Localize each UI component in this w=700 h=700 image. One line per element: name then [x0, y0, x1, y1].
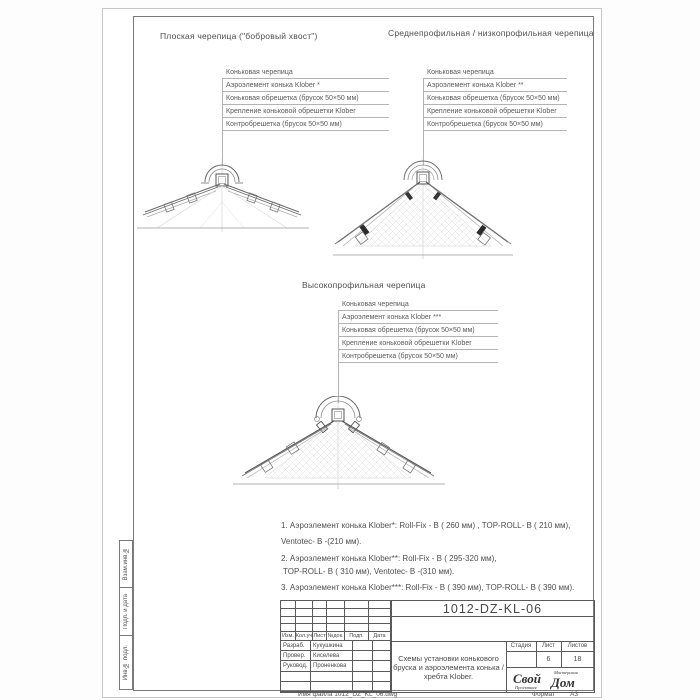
staff-role: Разраб.	[281, 641, 311, 651]
logo-small-masterskaya: Мастерская	[554, 670, 578, 675]
side-box-inv	[119, 635, 133, 690]
note-line-3: 2. Аэроэлемент конька Klober**: Roll-Fix - B ( 295-320 мм),	[281, 554, 497, 563]
leader-line-flat	[222, 79, 223, 166]
revision-table	[281, 601, 391, 632]
rev-col-ndok: №док.	[327, 633, 344, 639]
callout-label: Крепление коньковой обрешетки Klober	[222, 105, 389, 118]
ridge-drawing-flat-tile	[137, 158, 309, 233]
callout-label: Контробрешетка (брусок 50×50 мм)	[423, 118, 567, 131]
callout-label: Коньковая обрешетка (брусок 50×50 мм)	[222, 92, 389, 105]
callout-label: Аэроэлемент конька Klober ***	[338, 311, 498, 324]
callout-label: Коньковая обрешетка (брусок 50×50 мм)	[423, 92, 567, 105]
callout-list-mid	[423, 66, 567, 131]
side-box-label: Взам.инв.№	[123, 547, 129, 581]
side-box-label: Инв.№ подл.	[123, 644, 129, 681]
gost-side-strip	[119, 540, 133, 691]
sheet-header: Лист	[541, 643, 556, 649]
section-title-flat-tile: Плоская черепица ("бобровый хвост")	[160, 31, 318, 41]
callout-label: Коньковая обрешетка (брусок 50×50 мм)	[338, 324, 498, 337]
callout-label: Аэроэлемент конька Klober **	[423, 79, 567, 92]
callout-list-flat	[222, 66, 389, 131]
stage-value	[506, 651, 536, 667]
rev-col-list: Лист	[313, 633, 326, 639]
leader-line-mid	[423, 79, 424, 165]
side-box-podp	[119, 587, 133, 636]
company-logo	[506, 667, 594, 692]
callout-label: Крепление коньковой обрешетки Klober	[338, 337, 498, 350]
leader-line-high	[338, 311, 339, 403]
side-box-label: Подп. и дата	[123, 593, 129, 630]
format-value: А3	[570, 691, 578, 698]
sheets-header: Листов	[567, 643, 588, 649]
note-line-4: TOP-ROLL- B ( 310 мм), Ventotec- B -(310 мм).	[283, 567, 455, 576]
section-title-high-tile: Высокопрофильная черепица	[302, 280, 426, 290]
callout-list-high	[338, 298, 498, 363]
logo-small-proektnaya: Проектная	[515, 685, 537, 690]
rev-col-izm: Изм.	[281, 632, 296, 641]
callout-label: Контробрешетка (брусок 50×50 мм)	[222, 118, 389, 131]
callout-label: Контробрешетка (брусок 50×50 мм)	[338, 350, 498, 363]
file-name-note: Имя файла 1012_DZ_KL_06.dwg	[298, 691, 398, 698]
title-block	[280, 600, 595, 693]
logo-word-svoy: Свой	[513, 671, 542, 686]
side-box-vzam	[119, 540, 133, 588]
revision-header-row	[281, 632, 391, 641]
ridge-drawing-high-profile	[233, 396, 445, 491]
drawing-title-text: Схемы установки конькового бруска и аэроэлемента конька / хребта Klober.	[393, 653, 504, 681]
note-line-1: 1. Аэроэлемент конька Klober*: Roll-Fix - B ( 260 мм) , TOP-ROLL- B ( 210 мм),	[281, 521, 571, 530]
rev-col-podp: Подп.	[345, 632, 369, 641]
staff-name: Проненкова	[311, 661, 353, 671]
callout-label: Коньковая черепица	[423, 66, 567, 79]
staff-name: Кукушкина	[311, 641, 353, 651]
logo-word-dom: Дом	[551, 675, 575, 690]
note-line-5: 3. Аэроэлемент конька Klober***: Roll-Fix - B ( 390 мм), TOP-ROLL- B ( 390 мм).	[281, 583, 575, 592]
document-number: 1012-DZ-KL-06	[442, 601, 543, 616]
stage-header: Стадия	[510, 643, 532, 649]
staff-name: Киселева	[311, 651, 353, 661]
ridge-drawing-mid-profile	[333, 158, 513, 260]
callout-label: Аэроэлемент конька Klober *	[222, 79, 389, 92]
note-line-2: Ventotec- B -(210 мм).	[281, 537, 362, 546]
section-title-mid-tile: Среднепрофильная / низкопрофильная черепица	[388, 28, 594, 38]
callout-label: Коньковая черепица	[338, 298, 498, 311]
staff-role: Руковод.	[281, 661, 311, 671]
callout-label: Крепление коньковой обрешетки Klober	[423, 105, 567, 118]
staff-table	[281, 641, 391, 692]
sheet-value: 6	[546, 655, 551, 663]
sheets-value: 18	[573, 655, 582, 663]
callout-label: Коньковая черепица	[222, 66, 389, 79]
rev-col-koluch: Кол.уч	[296, 633, 313, 639]
format-label: Формат	[532, 691, 556, 698]
rev-col-data: Дата	[369, 632, 391, 641]
staff-role: Провер.	[281, 651, 311, 661]
